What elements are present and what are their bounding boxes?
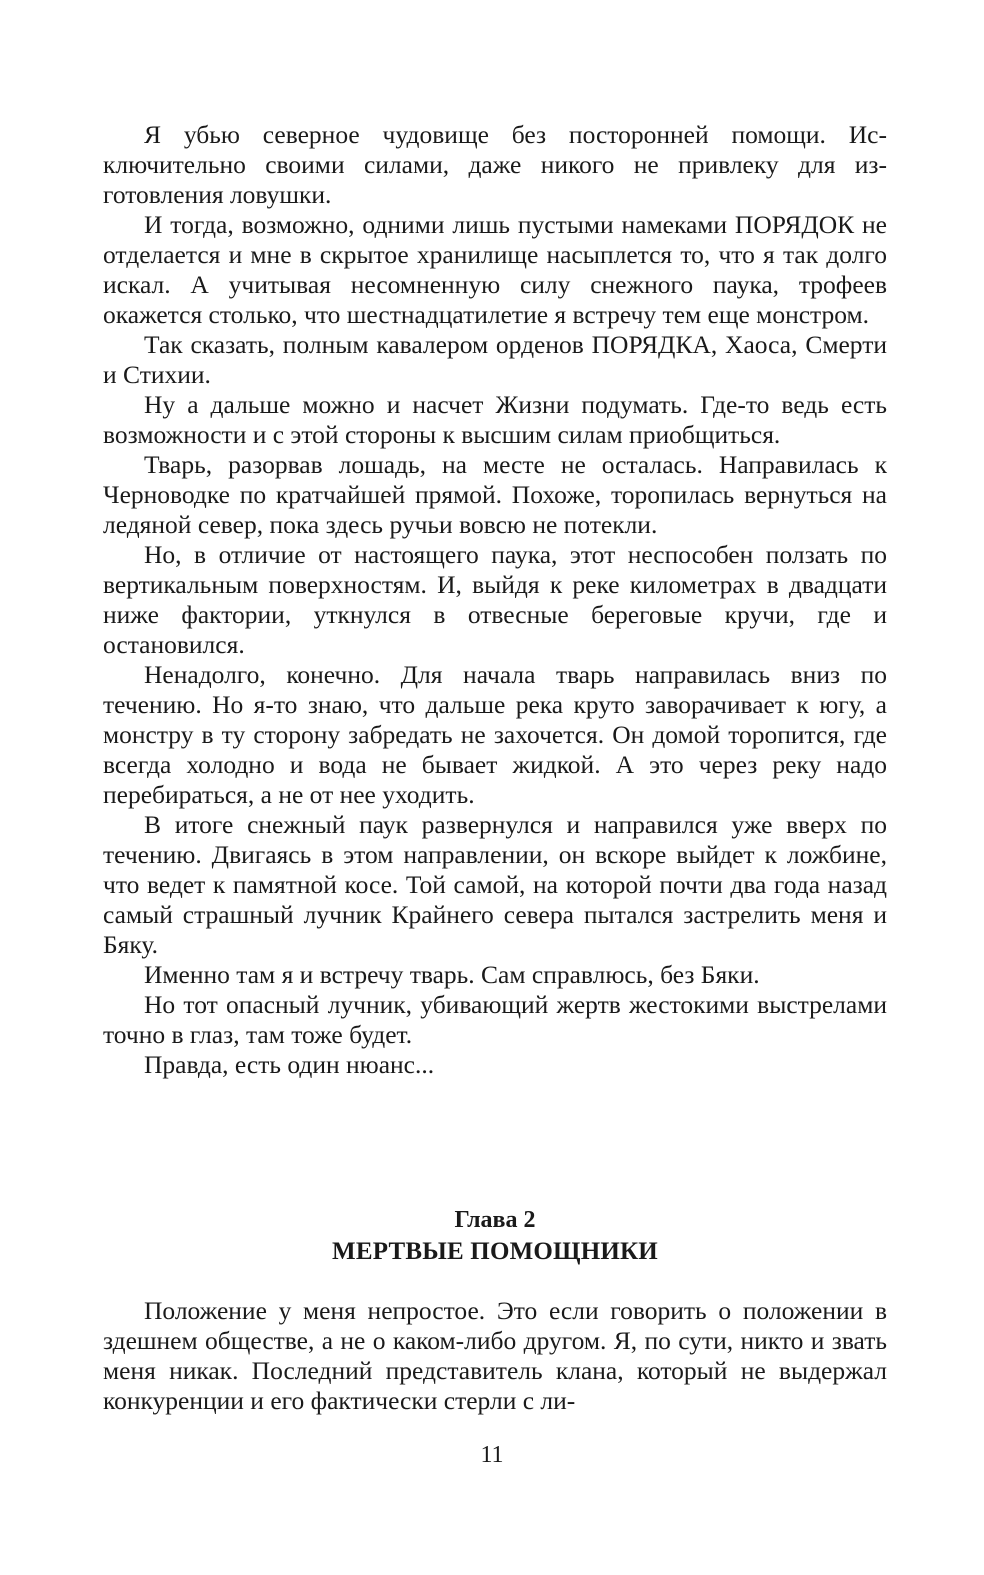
paragraph: Именно там я и встречу тварь. Сам справлюсь, без Бяки. <box>144 960 760 989</box>
chapter-title: МЕРТВЫЕ ПОМОЩНИКИ <box>332 1238 658 1265</box>
paragraph: Так сказать, полным кавалером орденов ПОРЯДКА, Хаоса, Смерти и Стихии. <box>103 330 887 389</box>
page-number: 11 <box>480 1442 504 1468</box>
paragraph: В итоге снежный паук развернулся и направился уже вверх по течению. Двигаясь в этом направлении, он вскоре выйдет к ложбине, что ведет к памятной косе. Той самой, на которой почти два года назад самый страшный лучник Крайнего севера пытался застрелить меня и Бяку. <box>103 810 887 959</box>
chapter-number: Глава 2 <box>454 1207 536 1233</box>
paragraph: Тварь, разорвав лошадь, на месте не осталась. Направилась к Черноводке по кратчайшей прямой. Похоже, торопилась вернуться на ледяной север, пока здесь ручьи вовсю не потекли. <box>103 450 887 539</box>
paragraph: Положение у меня непростое. Это если говорить о положении в здешнем обществе, а не о каком-либо другом. Я, по сути, никто и звать меня никак. Последний представитель клана, который не выдержал конкуренции и его фактически стерли с ли- <box>103 1296 887 1415</box>
paragraph: И тогда, возможно, одними лишь пустыми намеками ПОРЯДОК не отделается и мне в скрытое хранилище насыплется то, что я так долго искал. А учитывая несомненную силу снежного паука, трофеев окажется столько, что шестнадцатилетие я встречу тем еще монстром. <box>103 210 887 329</box>
paragraph: Ну а дальше можно и насчет Жизни подумать. Где-то ведь есть возможности и с этой стороны к высшим силам приобщиться. <box>103 390 887 449</box>
chapter-heading <box>103 1205 887 1269</box>
paragraph: Но тот опасный лучник, убивающий жертв жестокими выстрелами точно в глаз, там тоже будет. <box>103 990 887 1049</box>
body-text-before-chapter <box>103 120 887 1080</box>
paragraph: Я убью северное чудовище без посторонней помощи. Исключительно своими силами, даже никого не привлеку для изготовления ловушки. <box>103 120 887 209</box>
paragraph: Правда, есть один нюанс... <box>144 1050 435 1079</box>
paragraph: Но, в отличие от настоящего паука, этот неспособен ползать по вертикальным поверхностям. И, выйдя к реке километрах в двадцати ниже фактории, уткнулся в отвесные береговые кручи, где и остановился. <box>103 540 887 659</box>
body-text-after-chapter <box>103 1296 887 1416</box>
paragraph: Ненадолго, конечно. Для начала тварь направилась вниз по течению. Но я-то знаю, что дальше река круто заворачивает к югу, а монстру в ту сторону забредать не захочется. Он домой торопится, где всегда холодно и вода не бывает жидкой. А это через реку надо перебираться, а не от нее уходить. <box>103 660 887 809</box>
